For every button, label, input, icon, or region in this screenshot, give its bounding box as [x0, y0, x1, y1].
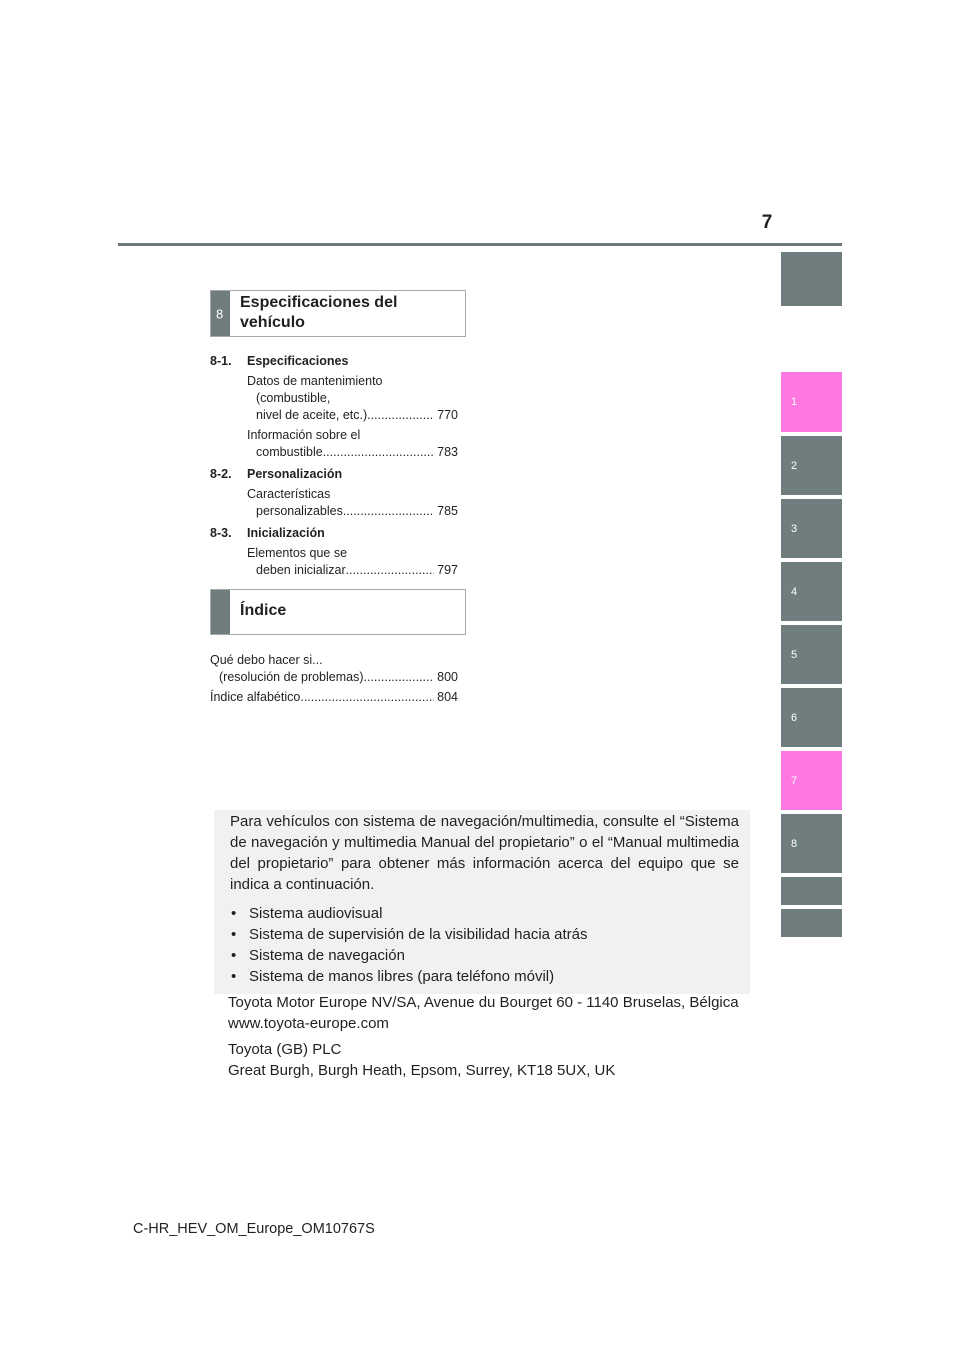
thumb-tab-4[interactable]: 4 — [781, 562, 842, 621]
navigation-info-box — [214, 810, 750, 994]
page-ref: 770 — [437, 408, 458, 422]
page-ref: 797 — [437, 563, 458, 577]
toc-entry[interactable]: Información sobre el combustible ..... 783 — [210, 427, 458, 461]
list-item: • Sistema de navegación — [231, 947, 405, 964]
list-item: • Sistema audiovisual — [231, 905, 383, 922]
page-ref: 783 — [437, 445, 458, 459]
toyota-gb-address: Toyota (GB) PLC Great Burgh, Burgh Heath, Epsom, Surrey, KT18 5UX, UK — [228, 1041, 616, 1079]
thumb-tab-5[interactable]: 5 — [781, 625, 842, 684]
chapter-heading: 8-3. Inicialización — [210, 526, 325, 540]
page-ref: 800 — [437, 670, 458, 684]
thumb-tab-1[interactable]: 1 — [781, 372, 842, 432]
thumb-tab-2[interactable]: 2 — [781, 436, 842, 495]
list-item: • Sistema de supervisión de la visibilidad hacia atrás — [231, 926, 588, 943]
thumb-tab-8[interactable]: 8 — [781, 814, 842, 873]
section-number-badge: 8 — [211, 291, 230, 336]
chapter-heading: 8-1. Especificaciones — [210, 354, 349, 368]
header-rule — [118, 243, 842, 246]
document-footer: C-HR_HEV_OM_Europe_OM10767S — [133, 1221, 375, 1237]
info-paragraph: Para vehículos con sistema de navegación/multimedia, consulte el “Sistema de navegación y multimedia Manual del propietario” o el “Manual multimedia del propietario” para obtener más información acerca del equipo que se indica a continuación. — [230, 813, 739, 893]
section-8-toc — [210, 353, 458, 579]
thumb-tab-3[interactable]: 3 — [781, 499, 842, 558]
index-section-header — [210, 589, 466, 635]
page-ref: 804 — [437, 690, 458, 704]
section-title: Índice — [240, 602, 287, 619]
thumb-tab-blank-2[interactable] — [781, 909, 842, 937]
section-number-badge — [211, 590, 230, 634]
toc-entry[interactable]: Características personalizables ..... 785 — [210, 486, 458, 520]
page-number: 7 — [761, 212, 773, 233]
info-list — [230, 903, 739, 987]
section-title: Especificaciones del vehículo — [240, 294, 398, 331]
toc-entry[interactable]: Índice alfabético ..... 804 — [210, 689, 458, 706]
website-link[interactable]: www.toyota-europe.com — [228, 1015, 389, 1032]
chapter-heading: 8-2. Personalización — [210, 467, 343, 481]
toc-entry[interactable]: Qué debo hacer si... (resolución de problemas) ..... 800 — [210, 652, 458, 686]
thumb-tab-blank-top[interactable] — [781, 252, 842, 306]
section-8-header — [210, 290, 466, 337]
thumb-tab-7[interactable]: 7 — [781, 751, 842, 810]
toc-entry[interactable]: Datos de mantenimiento (combustible, nivel de aceite, etc.) ..... 770 — [210, 373, 458, 424]
list-item: • Sistema de manos libres (para teléfono móvil) — [231, 968, 555, 985]
index-toc — [210, 652, 458, 706]
thumb-tab-blank-1[interactable] — [781, 877, 842, 905]
toc-entry[interactable]: Elementos que se deben inicializar ..... 797 — [210, 545, 458, 579]
thumb-tab-6[interactable]: 6 — [781, 688, 842, 747]
toyota-europe-address: Toyota Motor Europe NV/SA, Avenue du Bourget 60 - 1140 Bruselas, Bélgica www.toyota-europe.com — [228, 994, 739, 1032]
page-ref: 785 — [437, 504, 458, 518]
